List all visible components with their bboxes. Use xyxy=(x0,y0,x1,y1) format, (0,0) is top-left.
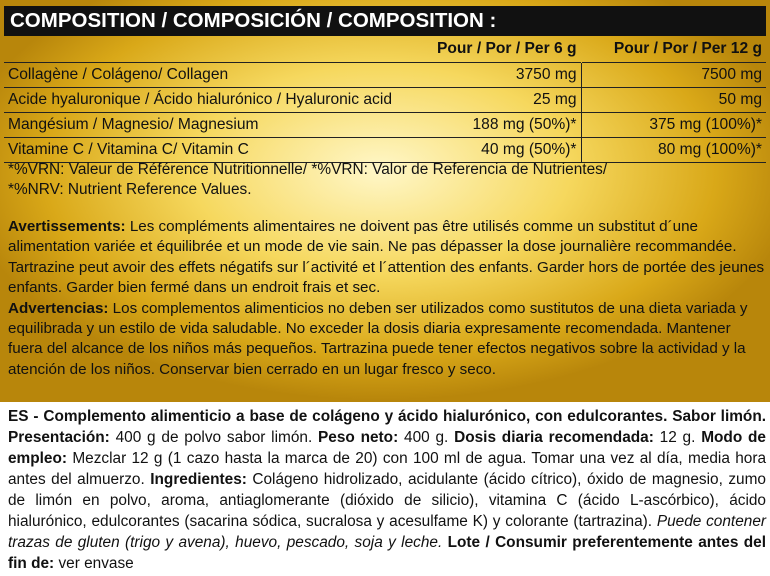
warning-fr xyxy=(8,217,766,299)
es-ingredients-text: Colágeno hidrolizado, acidulante (ácido cítrico), óxido de magnesio, zumo de limón en polvo, aroma, antiaglomerante (dióxido de silicio), vitamina C (ácido L-ascórbico), ácido hialurónico, edulcorantes (sacarina sódica, sucralosa y acesulfame K) y colorante (tartrazina). xyxy=(8,471,766,530)
es-net-weight-label: Peso neto: xyxy=(312,429,399,446)
es-presentation-label: Presentación: xyxy=(8,429,110,446)
es-traces-text: Puede contener trazas de gluten (trigo y avena), huevo, pescado, soja y leche. xyxy=(8,513,767,551)
es-presentation-text: 400 g de polvo sabor limón. xyxy=(109,429,313,446)
row-value-6g: 3750 mg xyxy=(416,63,581,88)
row-name: Acide hyaluronique / Ácido hialurónico / Hyaluronic acid xyxy=(4,88,416,113)
table-header-row xyxy=(4,36,766,63)
composition-title: COMPOSITION / COMPOSICIÓN / COMPOSITION : xyxy=(10,9,497,32)
warning-fr-label: Avertissements: xyxy=(8,218,126,235)
row-name: Collagène / Colágeno/ Collagen xyxy=(4,63,416,88)
composition-header xyxy=(4,6,766,36)
warning-es-label: Advertencias: xyxy=(8,299,109,317)
column-header-12g: Pour / Por / Per 12 g xyxy=(613,40,762,57)
es-lot-text: ver envase xyxy=(54,555,134,572)
row-value-12g: 375 mg (100%)* xyxy=(581,113,766,138)
note-line-1: *%VRN: Valeur de Référence Nutritionnelle/ *%VRN: Valor de Referencia de Nutrientes/ xyxy=(8,161,608,178)
reference-notes xyxy=(8,160,766,200)
note-line-2: *%NRV: Nutrient Reference Values. xyxy=(8,181,252,198)
warning-fr-text: Les compléments alimentaires ne doivent pas être utilisés comme un substitut d´une alimentation variée et équilibrée et un mode de vie sain. Ne pas dépasser la dose journalière recommandée. Tartrazine peut avoir des effets négatifs sur l´activité et l´attention des enfants. Garder hors de portée des jeunes enfants. Garder bien fermé dans un endroit frais et sec. xyxy=(8,218,765,297)
es-usage-label: Modo de empleo: xyxy=(8,429,766,467)
es-lot-label: Lote / Consumir preferentemente antes del fin de: xyxy=(8,534,766,572)
warnings-block xyxy=(8,217,766,380)
table-row xyxy=(4,63,766,88)
es-ingredients-label: Ingredientes: xyxy=(144,471,247,488)
warning-es xyxy=(8,299,766,381)
column-header-name xyxy=(4,36,416,63)
es-daily-dose-label: Dosis diaria recomendada: xyxy=(448,429,654,446)
es-net-weight-text: 400 g. xyxy=(398,429,449,446)
row-value-6g: 188 mg (50%)* xyxy=(416,113,581,138)
warning-es-text: Los complementos alimenticios no deben ser utilizados como sustitutos de una dieta variada y equilibrada y un estilo de vida saludable. No exceder la dosis diaria expresamente recomendada. Mantener fuera del alcance de los niños más pequeños. Tartrazina puede tener efectos negativos sobre la actividad y la atención de los niños. Conservar bien cerrado en un lugar fresco y seco. xyxy=(8,299,748,378)
es-usage-text: Mezclar 12 g (1 cazo hasta la marca de 20) con 100 ml de agua. Tomar una vez al día, media hora antes del almuerzo. xyxy=(8,450,766,488)
composition-table xyxy=(4,36,766,163)
table-row xyxy=(4,113,766,138)
column-header-6g: Pour / Por / Per 6 g xyxy=(436,40,577,57)
row-name: Vitamine C / Vitamina C/ Vitamin C xyxy=(4,138,416,163)
es-intro: ES - Complemento alimenticio a base de colágeno y ácido hialurónico, con edulcorantes. Sabor limón. xyxy=(8,408,766,425)
table-row xyxy=(4,138,766,163)
es-daily-dose-text: 12 g. xyxy=(653,429,696,446)
row-value-12g: 7500 mg xyxy=(581,63,766,88)
row-value-12g: 80 mg (100%)* xyxy=(581,138,766,163)
spanish-label-block xyxy=(8,406,766,574)
row-value-6g: 25 mg xyxy=(416,88,581,113)
row-value-6g: 40 mg (50%)* xyxy=(416,138,581,163)
table-row xyxy=(4,88,766,113)
row-value-12g: 50 mg xyxy=(581,88,766,113)
row-name: Mangésium / Magnesio/ Magnesium xyxy=(4,113,416,138)
